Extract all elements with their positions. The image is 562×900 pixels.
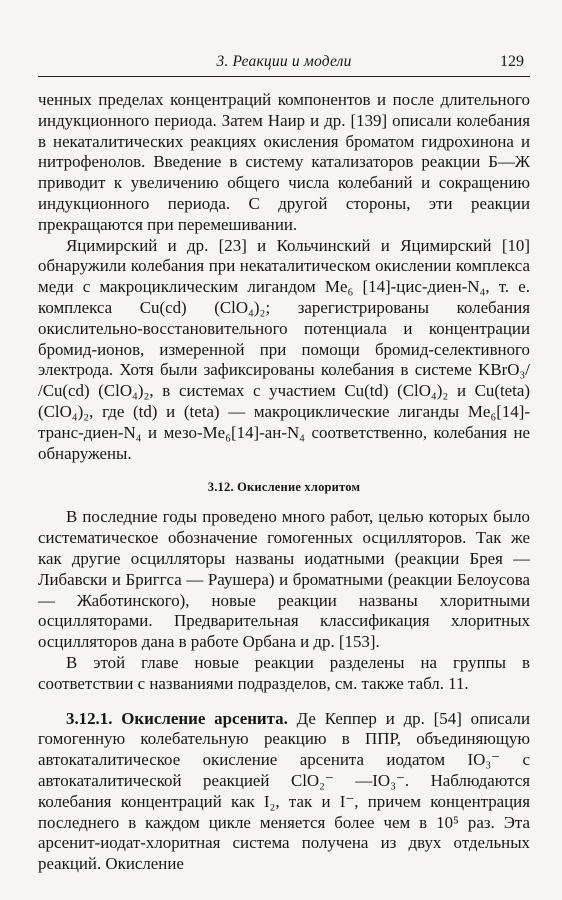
page-header xyxy=(38,50,530,77)
running-title: 3. Реакции и модели xyxy=(216,53,352,70)
section-heading: 3.12. Окисление хлоритом xyxy=(207,480,361,495)
section-paragraph-groups: В этой главе новые реакции разделены на группы в соответствии с названиями подразделов, см. также табл. 11. xyxy=(38,652,530,693)
page-number: 129 xyxy=(500,53,524,70)
paragraph-yatsimirsky: Яцимирский и др. [23] и Кольчинский и Яцимирский [10] обнаружили колебания при некаталитическом окислении комплекса меди с макроциклическим лигандом Me₆ [14]-цис-диен-N₄, т. е. комплекса Cu(cd) (ClO₄)₂; зарегистрированы колебания окислительно-восстановительного потенциала и концентрации бромид-ионов, измеренной при помощи бромид-селективного электрода. Хотя были зафиксированы колебания в системе KBrO₃/ /Cu(cd) (ClO₄)₂, в системах с участием Cu(td) (ClO₄)₂ и Cu(teta) (ClO₄)₂, где (td) и (teta) — макроциклические лиганды Me₆[14]-транс-диен-N₄ и мезо-Me₆[14]-ан-N₄ соответственно, колебания не обнаружены. xyxy=(38,235,530,463)
subsection-paragraph xyxy=(38,709,530,875)
subsection-heading: 3.12.1. Окисление арсенита. xyxy=(66,708,288,728)
section-paragraph-intro: В последние годы проведено много работ, целью которых было систематическое обозначение гомогенных осцилляторов. Так же как другие осцилляторы названы иодатными (реакции Брея — Либавски и Бриггса — Раушера) и броматными (реакции Белоусова — Жаботинского), новые реакции названы хлоритными осцилляторами. Предварительная классификация хлоритных осцилляторов дана в работе Орбана и др. [153]. xyxy=(38,507,530,652)
spacer xyxy=(38,695,530,709)
page-body xyxy=(38,90,530,875)
paragraph-continued: ченных пределах концентраций компонентов и после длительного индукционного периода. Затем Наир и др. [139] описали колебания в некаталитических реакциях окисления броматом гидрохинона и нитрофенолов. Введение в систему катализаторов реакции Б—Ж приводит к увеличению общего числа колебаний и сокращению индукционного периода. С другой стороны, эти реакции прекращаются при перемешивании. xyxy=(38,90,530,234)
subsection-text: Де Кеппер и др. [54] описали гомогенную колебательную реакцию в ППР, объединяющую автокаталитическое окисление арсенита иодатом IO₃⁻ с автокаталитической реакцией ClO₂⁻ —IO₃⁻. Наблюдаются колебания концентраций как I₂, так и I⁻, причем концентрация последнего в каждом цикле меняется более чем в 10⁵ раз. Эта арсенит-иодат-хлоритная система получена из двух отдельных реакций. Окисление xyxy=(38,708,530,874)
